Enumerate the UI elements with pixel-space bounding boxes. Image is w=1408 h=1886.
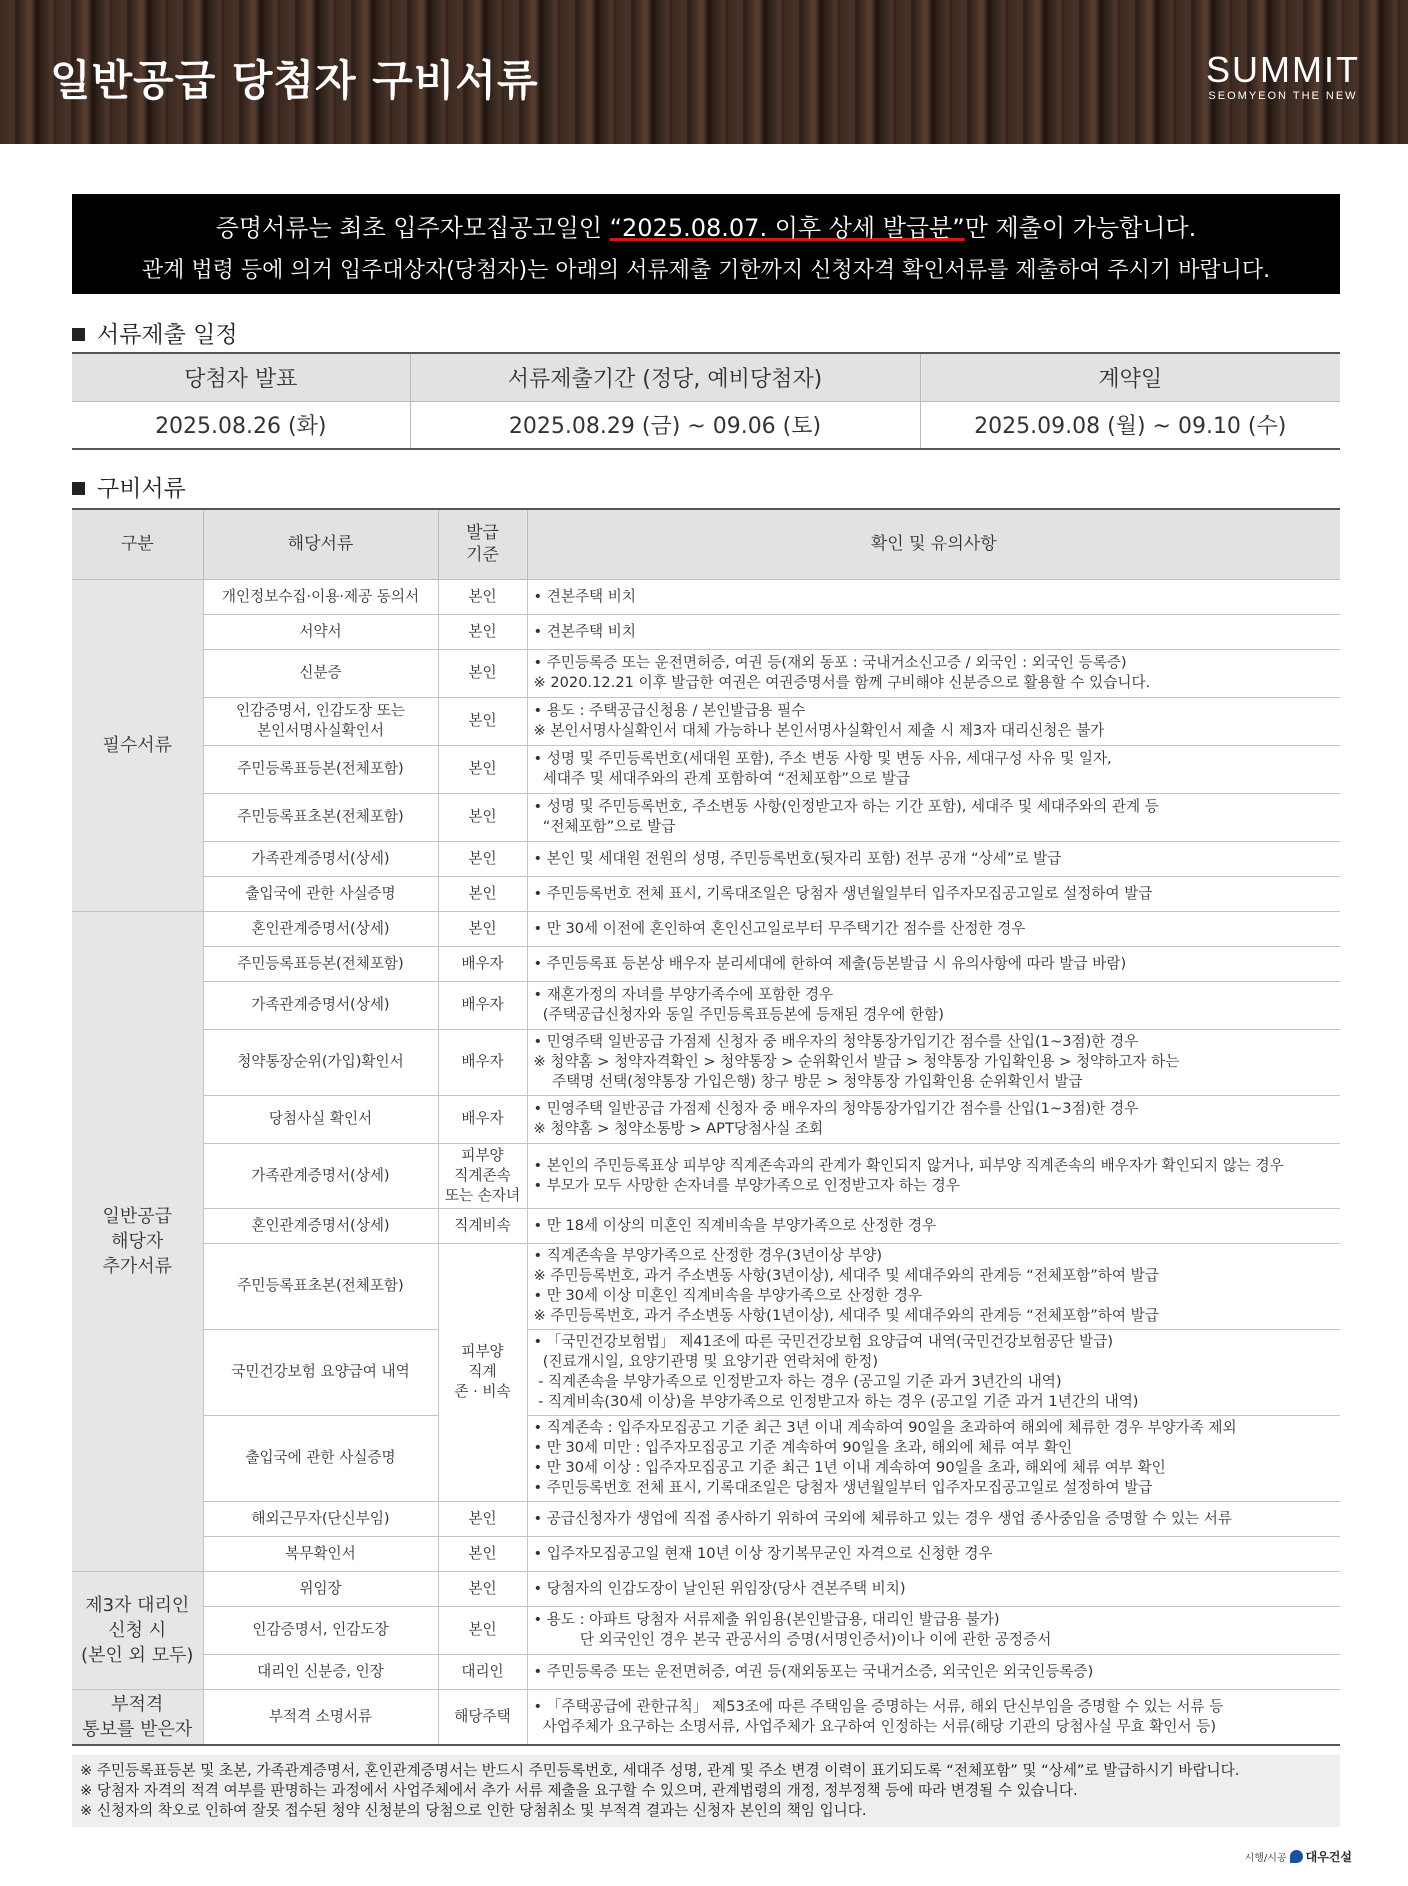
- documents-table: [72, 508, 1340, 1746]
- issue-basis-cell: 본인: [438, 579, 527, 614]
- header-banner: [0, 0, 1408, 144]
- document-row: [72, 946, 1340, 981]
- document-row: [72, 841, 1340, 876]
- brand-logo: [1206, 49, 1360, 102]
- document-row: [72, 697, 1340, 745]
- document-row: [72, 981, 1340, 1029]
- header-notes: 확인 및 유의사항: [527, 509, 1340, 579]
- category-cell: 부적격 통보를 받은자: [72, 1689, 203, 1745]
- notes-cell: • 공급신청자가 생업에 직접 종사하기 위하여 국외에 체류하고 있는 경우 생업 종사중임을 증명할 수 있는 서류: [527, 1501, 1340, 1536]
- document-row: [72, 876, 1340, 911]
- notes-cell: • 민영주택 일반공급 가점제 신청자 중 배우자의 청약통장가입기간 점수를 산입(1~3점)한 경우 ※ 청약홈 > 청약자격확인 > 청약통장 > 순위확인서 발급 > 청약통장 가입확인용 > 청약하고자 하는 주택명 선택(청약통장 가입은행) 창구 방문 > 청약통장 가입확인용 순위확인서 발급: [527, 1029, 1340, 1095]
- category-cell: 필수서류: [72, 579, 203, 911]
- document-row: [72, 649, 1340, 697]
- notes-cell: • 견본주택 비치: [527, 579, 1340, 614]
- document-row: [72, 1243, 1340, 1329]
- issue-basis-cell: 배우자: [438, 1095, 527, 1143]
- footnote: ※ 신청자의 착오로 인하여 잘못 접수된 청약 신청분의 당첨으로 인한 당첨취소 및 부적격 결과는 신청자 본인의 책임 입니다.: [80, 1802, 867, 1819]
- category-cell: 일반공급 해당자 추가서류: [72, 911, 203, 1571]
- document-name-cell: 가족관계증명서(상세): [203, 981, 438, 1029]
- daewoo-mark-icon: [1290, 1850, 1303, 1863]
- issue-basis-cell: 본인: [438, 649, 527, 697]
- notes-cell: • 본인의 주민등록표상 피부양 직계존속과의 관계가 확인되지 않거나, 피부양 직계존속의 배우자가 확인되지 않는 경우 • 부모가 모두 사망한 손자녀를 부양가족으로 인정받고자 하는 경우: [527, 1143, 1340, 1208]
- notes-cell: • 주민등록표 등본상 배우자 분리세대에 한하여 제출(등본발급 시 유의사항에 따라 발급 바람): [527, 946, 1340, 981]
- schedule-value: 2025.08.29 (금) ~ 09.06 (토): [410, 401, 920, 449]
- issue-basis-cell: 배우자: [438, 981, 527, 1029]
- document-name-cell: 주민등록표등본(전체포함): [203, 946, 438, 981]
- notice-highlight: “2025.08.07. 이후 상세 발급분”: [609, 214, 965, 242]
- document-row: [72, 1571, 1340, 1606]
- document-name-cell: 대리인 신분증, 인장: [203, 1654, 438, 1689]
- document-name-cell: 출입국에 관한 사실증명: [203, 1415, 438, 1501]
- document-row: [72, 1415, 1340, 1501]
- document-name-cell: 주민등록표등본(전체포함): [203, 745, 438, 793]
- document-row: [72, 1095, 1340, 1143]
- page-title: 일반공급 당첨자 구비서류: [50, 56, 539, 105]
- issue-basis-cell: 해당주택: [438, 1689, 527, 1745]
- notes-cell: • 주민등록증 또는 운전면허증, 여권 등(재외 동포 : 국내거소신고증 / 외국인 : 외국인 등록증) ※ 2020.12.21 이후 발급한 여권은 여권증명서를 함께 구비해야 신분증으로 활용할 수 있습니다.: [527, 649, 1340, 697]
- issue-basis-cell: 본인: [438, 745, 527, 793]
- document-row: [72, 793, 1340, 841]
- category-cell: 제3자 대리인 신청 시 (본인 외 모두): [72, 1571, 203, 1689]
- notes-cell: • 성명 및 주민등록번호, 주소변동 사항(인정받고자 하는 기간 포함), 세대주 및 세대주와의 관계 등 “전체포함”으로 발급: [527, 793, 1340, 841]
- document-name-cell: 국민건강보험 요양급여 내역: [203, 1329, 438, 1415]
- document-row: [72, 1208, 1340, 1243]
- issue-basis-cell: 본인: [438, 793, 527, 841]
- notes-cell: • 직계존속 : 입주자모집공고 기준 최근 3년 이내 계속하여 90일을 초과하여 해외에 체류한 경우 부양가족 제외 • 만 30세 미만 : 입주자모집공고 기준 계속하여 90일을 초과, 해외에 체류 여부 확인 • 만 30세 이상 : 입주자모집공고 기준 최근 1년 이내 계속하여 90일을 초과, 해외에 체류 여부 확인 • 주민등록번호 전체 표시, 기록대조일은 당첨자 생년월일부터 입주자모집공고일로 설정하여 발급: [527, 1415, 1340, 1501]
- document-name-cell: 신분증: [203, 649, 438, 697]
- logo-prefix: 시행/시공: [1244, 1853, 1287, 1864]
- document-row: [72, 745, 1340, 793]
- square-bullet-icon: [72, 328, 85, 341]
- document-name-cell: 청약통장순위(가입)확인서: [203, 1029, 438, 1095]
- issue-basis-cell: 본인: [438, 1571, 527, 1606]
- document-name-cell: 가족관계증명서(상세): [203, 841, 438, 876]
- notes-cell: • 입주자모집공고일 현재 10년 이상 장기복무군인 자격으로 신청한 경우: [527, 1536, 1340, 1571]
- header-document: 해당서류: [203, 509, 438, 579]
- schedule-header: 서류제출기간 (정당, 예비당첨자): [410, 353, 920, 401]
- notice-line-2: 관계 법령 등에 의거 입주대상자(당첨자)는 아래의 서류제출 기한까지 신청자격 확인서류를 제출하여 주시기 바랍니다.: [141, 258, 1271, 283]
- notice-box: [72, 194, 1340, 294]
- document-name-cell: 복무확인서: [203, 1536, 438, 1571]
- brand-subtitle: SEOMYEON THE NEW: [1208, 90, 1358, 102]
- issue-basis-cell: 본인: [438, 697, 527, 745]
- notes-cell: • 재혼가정의 자녀를 부양가족수에 포함한 경우 (주택공급신청자와 동일 주민등록표등본에 등재된 경우에 한함): [527, 981, 1340, 1029]
- document-name-cell: 해외근무자(단신부임): [203, 1501, 438, 1536]
- footnote: ※ 주민등록표등본 및 초본, 가족관계증명서, 혼인관계증명서는 반드시 주민등록번호, 세대주 성명, 관계 및 주소 변경 이력이 표기되도록 “전체포함” 및 “상세”로 발급하시기 바랍니다.: [80, 1762, 1240, 1779]
- issue-basis-cell: 본인: [438, 1501, 527, 1536]
- notes-cell: • 성명 및 주민등록번호(세대원 포함), 주소 변동 사항 및 변동 사유, 세대구성 사유 및 일자, 세대주 및 세대주와의 관계 포함하여 “전체포함”으로 발급: [527, 745, 1340, 793]
- notice-line-1-pre: 증명서류는 최초 입주자모집공고일인: [215, 214, 610, 242]
- document-row: [72, 911, 1340, 946]
- document-row: [72, 1606, 1340, 1654]
- logo-name: 대우건설: [1305, 1850, 1352, 1864]
- document-row: [72, 1329, 1340, 1415]
- header-basis: 발급 기준: [438, 509, 527, 579]
- documents-section-label: 구비서류: [97, 476, 186, 502]
- document-name-cell: 주민등록표초본(전체포함): [203, 793, 438, 841]
- document-name-cell: 가족관계증명서(상세): [203, 1143, 438, 1208]
- notice-line-1-post: 만 제출이 가능합니다.: [964, 214, 1197, 242]
- developer-logo: [1245, 1848, 1352, 1865]
- document-row: [72, 1029, 1340, 1095]
- notes-cell: • 주민등록증 또는 운전면허증, 여권 등(재외동포는 국내거소증, 외국인은 외국인등록증): [527, 1654, 1340, 1689]
- document-name-cell: 주민등록표초본(전체포함): [203, 1243, 438, 1329]
- schedule-value: 2025.09.08 (월) ~ 09.10 (수): [920, 401, 1340, 449]
- issue-basis-cell: 피부양 직계 존 · 비속: [438, 1243, 527, 1501]
- document-row: [72, 1536, 1340, 1571]
- document-row: [72, 1689, 1340, 1745]
- document-row: [72, 1143, 1340, 1208]
- document-name-cell: 인감증명서, 인감도장: [203, 1606, 438, 1654]
- notes-cell: • 만 30세 이전에 혼인하여 혼인신고일로부터 무주택기간 점수를 산정한 경우: [527, 911, 1340, 946]
- square-bullet-icon: [72, 482, 85, 495]
- document-name-cell: 혼인관계증명서(상세): [203, 911, 438, 946]
- issue-basis-cell: 본인: [438, 1536, 527, 1571]
- document-row: [72, 1654, 1340, 1689]
- document-row: [72, 1501, 1340, 1536]
- issue-basis-cell: 피부양 직계존속 또는 손자녀: [438, 1143, 527, 1208]
- notes-cell: • 「주택공급에 관한규칙」 제53조에 따른 주택임을 증명하는 서류, 해외 단신부임을 증명할 수 있는 서류 등 사업주체가 요구하는 소명서류, 사업주체가 요구하여 인정하는 서류(해당 기관의 당첨사실 무효 확인서 등): [527, 1689, 1340, 1745]
- notes-cell: • 용도 : 주택공급신청용 / 본인발급용 필수 ※ 본인서명사실확인서 대체 가능하나 본인서명사실확인서 제출 시 제3자 대리신청은 불가: [527, 697, 1340, 745]
- issue-basis-cell: 본인: [438, 841, 527, 876]
- issue-basis-cell: 본인: [438, 876, 527, 911]
- notes-cell: • 용도 : 아파트 당첨자 서류제출 위임용(본인발급용, 대리인 발급용 불가) 단 외국인인 경우 본국 관공서의 증명(서명인증서)이나 이에 관한 공정증서: [527, 1606, 1340, 1654]
- notes-cell: • 「국민건강보험법」 제41조에 따른 국민건강보험 요양급여 내역(국민건강보험공단 발급) (진료개시일, 요양기관명 및 요양기관 연락처에 한정) - 직계존속을 부양가족으로 인정받고자 하는 경우 (공고일 기준 과거 3년간의 내역) - 직계비속(30세 이상)을 부양가족으로 인정받고자 하는 경우 (공고일 기준 과거 1년간의 내역): [527, 1329, 1340, 1415]
- document-row: [72, 614, 1340, 649]
- notes-cell: • 본인 및 세대원 전원의 성명, 주민등록번호(뒷자리 포함) 전부 공개 “상세”로 발급: [527, 841, 1340, 876]
- documents-section-title: [72, 470, 186, 503]
- notes-cell: • 주민등록번호 전체 표시, 기록대조일은 당첨자 생년월일부터 입주자모집공고일로 설정하여 발급: [527, 876, 1340, 911]
- notes-cell: • 만 18세 이상의 미혼인 직계비속을 부양가족으로 산정한 경우: [527, 1208, 1340, 1243]
- document-name-cell: 출입국에 관한 사실증명: [203, 876, 438, 911]
- notes-cell: • 민영주택 일반공급 가점제 신청자 중 배우자의 청약통장가입기간 점수를 산입(1~3점)한 경우 ※ 청약홈 > 청약소통방 > APT당첨사실 조회: [527, 1095, 1340, 1143]
- document-name-cell: 부적격 소명서류: [203, 1689, 438, 1745]
- footnotes: [72, 1755, 1340, 1827]
- notice-line-1: [72, 208, 1340, 243]
- issue-basis-cell: 본인: [438, 614, 527, 649]
- issue-basis-cell: 배우자: [438, 1029, 527, 1095]
- issue-basis-cell: 본인: [438, 911, 527, 946]
- issue-basis-cell: 배우자: [438, 946, 527, 981]
- document-name-cell: 위임장: [203, 1571, 438, 1606]
- document-name-cell: 혼인관계증명서(상세): [203, 1208, 438, 1243]
- issue-basis-cell: 대리인: [438, 1654, 527, 1689]
- schedule-header: 당첨자 발표: [72, 353, 410, 401]
- notes-cell: • 당첨자의 인감도장이 날인된 위임장(당사 견본주택 비치): [527, 1571, 1340, 1606]
- brand-name: SUMMIT: [1206, 49, 1360, 90]
- schedule-section-title: [72, 316, 238, 349]
- notes-cell: • 견본주택 비치: [527, 614, 1340, 649]
- notes-cell: • 직계존속을 부양가족으로 산정한 경우(3년이상 부양) ※ 주민등록번호, 과거 주소변동 사항(3년이상), 세대주 및 세대주와의 관계등 “전체포함”하여 발급 • 만 30세 이상 미혼인 직계비속을 부양가족으로 산정한 경우 ※ 주민등록번호, 과거 주소변동 사항(1년이상), 세대주 및 세대주와의 관계등 “전체포함”하여 발급: [527, 1243, 1340, 1329]
- document-name-cell: 인감증명서, 인감도장 또는 본인서명사실확인서: [203, 697, 438, 745]
- schedule-section-label: 서류제출 일정: [97, 322, 238, 348]
- document-name-cell: 개인정보수집·이용·제공 동의서: [203, 579, 438, 614]
- issue-basis-cell: 본인: [438, 1606, 527, 1654]
- schedule-table: [72, 352, 1340, 450]
- document-name-cell: 서약서: [203, 614, 438, 649]
- schedule-value: 2025.08.26 (화): [72, 401, 410, 449]
- footnote: ※ 당첨자 자격의 적격 여부를 판명하는 과정에서 사업주체에서 추가 서류 제출을 요구할 수 있으며, 관계법령의 개정, 정부정책 등에 따라 변경될 수 있습니다.: [80, 1782, 1078, 1799]
- document-name-cell: 당첨사실 확인서: [203, 1095, 438, 1143]
- header-category: 구분: [72, 509, 203, 579]
- schedule-header: 계약일: [920, 353, 1340, 401]
- document-row: [72, 579, 1340, 614]
- issue-basis-cell: 직계비속: [438, 1208, 527, 1243]
